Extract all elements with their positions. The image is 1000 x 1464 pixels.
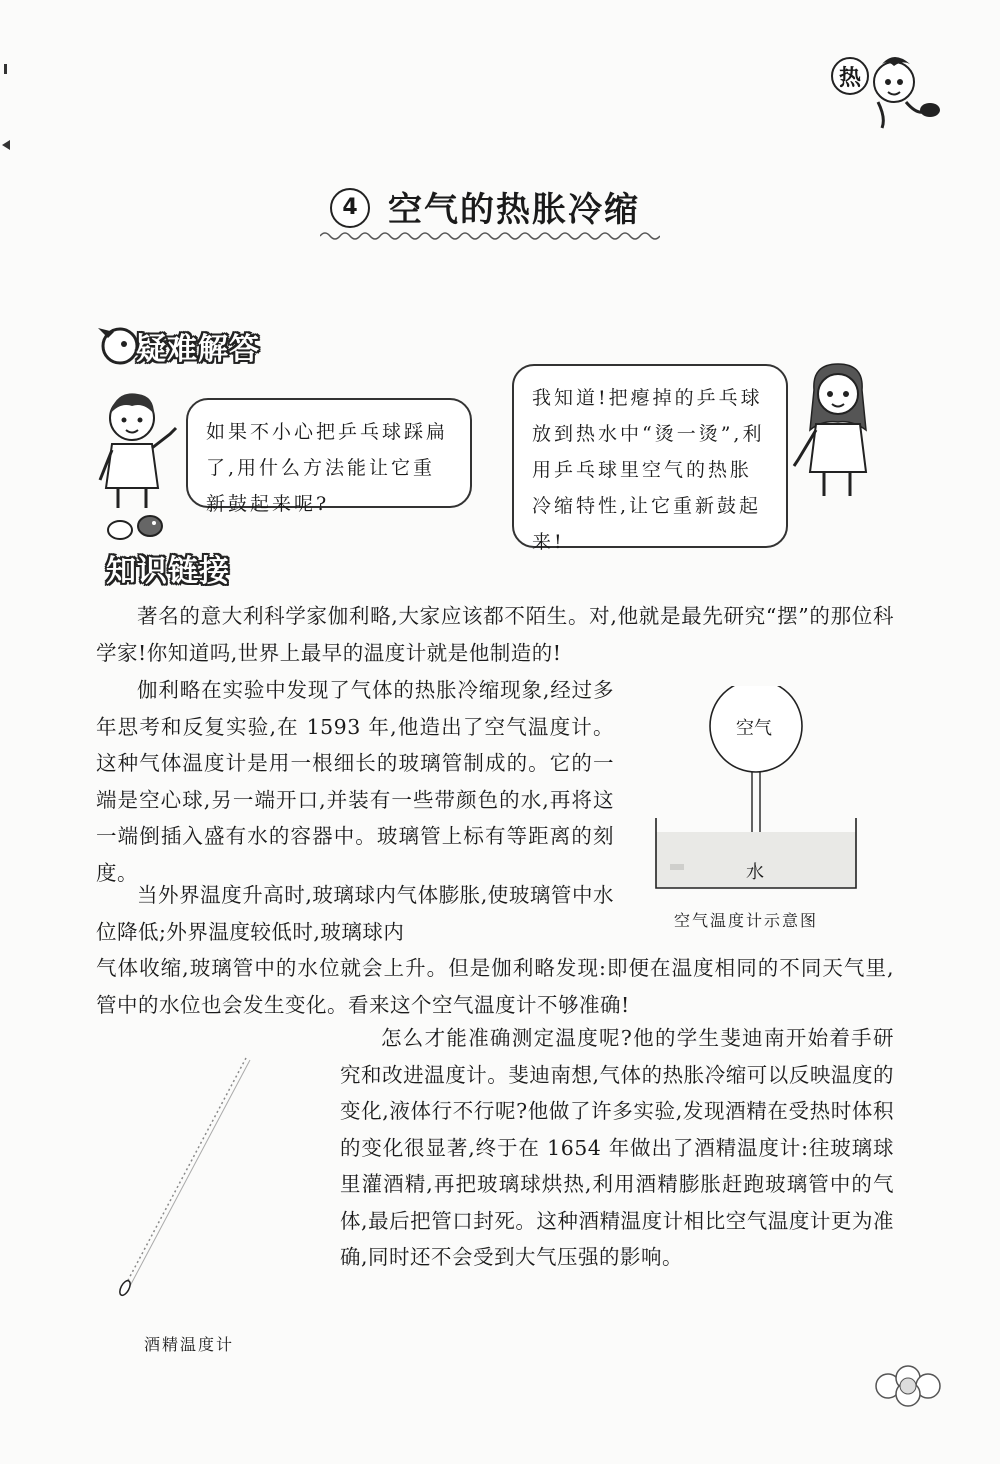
corner-badge-text: 热	[838, 66, 861, 91]
boy-illustration	[92, 388, 184, 510]
flower-decoration-icon	[858, 1356, 958, 1416]
paragraph-air-thermometer: 伽利略在实验中发现了气体的热胀冷缩现象,经过多年思考和反复实验,在 1593 年,他造出了空气温度计。这种气体温度计是用一根细长的玻璃管制成的。它的一端是空心球,另一端开口,并装有一些带颜色的水,再将这一端倒插入盛有水的容器中。玻璃管上标有等距离的刻度。	[96, 678, 614, 885]
chapter-title: 空气的热胀冷缩	[388, 190, 640, 230]
girl-illustration	[792, 360, 882, 500]
speech-bubble-question	[186, 398, 472, 515]
paragraph-intro: 著名的意大利科学家伽利略,大家应该都不陌生。对,他就是最先研究“摆”的那位科学家!你知道吗,世界上最早的温度计就是他制造的!	[96, 604, 894, 665]
paragraph-expansion-b: 气体收缩,玻璃管中的水位就会上升。但是伽利略发现:即便在温度相同的不同天气里,管中的水位也会发生变化。看来这个空气温度计不够准确!	[96, 956, 894, 1017]
water-label: 水	[746, 862, 764, 883]
section-knowledge-header	[96, 512, 336, 592]
section-knowledge-title: 知识链接	[106, 554, 230, 589]
corner-badge	[826, 52, 944, 132]
bubble-question-text: 如果不小心把乒乓球踩扁了,用什么方法能让它重新鼓起来呢?	[206, 421, 449, 515]
chapter-heading	[320, 180, 720, 250]
wavy-underline	[320, 230, 660, 242]
bubble-answer-text: 我知道!把瘪掉的乒乓球放到热水中“烫一烫”,利用乒乓球里空气的热胀冷缩特性,让它重新鼓起来!	[532, 387, 765, 553]
section-qa-header	[96, 320, 336, 372]
air-thermometer-caption: 空气温度计示意图	[674, 911, 819, 930]
speech-bubble-answer	[512, 364, 788, 553]
alcohol-thermometer-diagram	[110, 1050, 260, 1300]
chapter-number: 4	[330, 188, 370, 228]
birds-icon	[100, 512, 170, 542]
margin-arrow	[2, 140, 10, 150]
paragraph-alcohol-thermometer: 怎么才能准确测定温度呢?他的学生斐迪南开始着手研究和改进温度计。斐迪南想,气体的热胀冷缩可以反映温度的变化,液体行不行呢?他做了许多实验,发现酒精在受热时体积的变化很显著,终于在 1654 年做出了酒精温度计:往玻璃球里灌酒精,再把玻璃球烘热,利用酒精膨胀赶跑玻璃管中的气体,最后把管口封死。这种酒精温度计相比空气温度计更为准确,同时还不会受到大气压强的影响。	[340, 1026, 894, 1269]
alcohol-thermometer-caption: 酒精温度计	[144, 1335, 235, 1354]
section-qa-title: 疑难解答	[136, 332, 260, 367]
margin-mark	[4, 64, 7, 74]
paragraph-expansion-a: 当外界温度升高时,玻璃球内气体膨胀,使玻璃管中水位降低;外界温度较低时,玻璃球内	[96, 883, 614, 944]
air-bulb-label: 空气	[736, 718, 772, 739]
